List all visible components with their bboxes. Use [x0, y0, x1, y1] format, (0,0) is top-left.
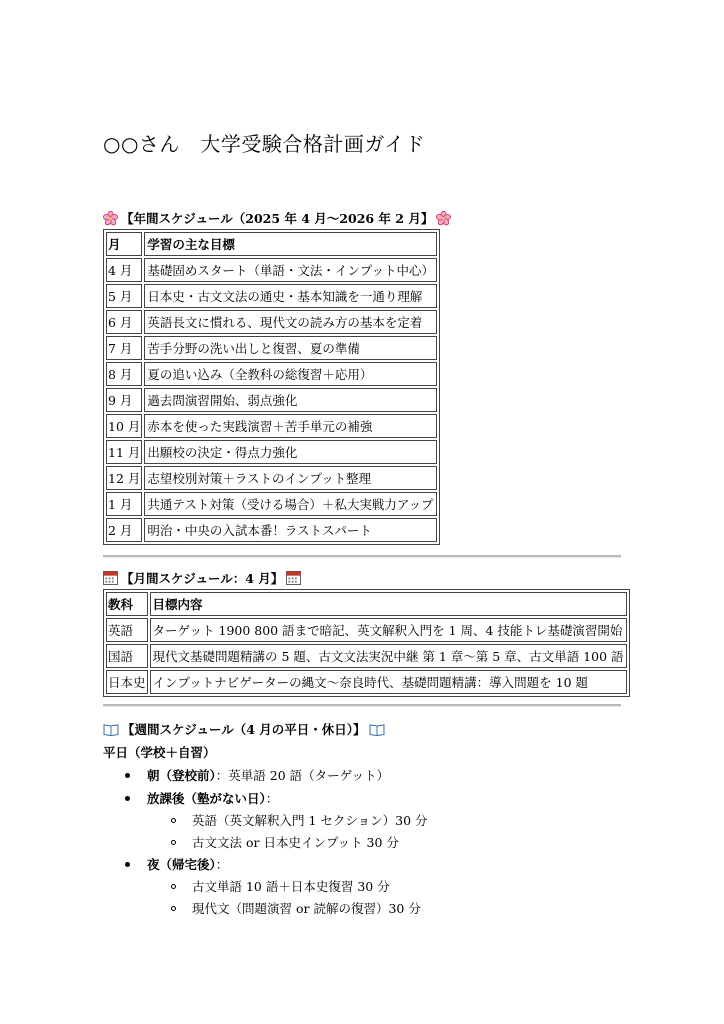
list-item-label: 放課後（塾がない日）: [147, 791, 266, 806]
table-row: [106, 618, 627, 642]
sub-bullet-icon: [171, 906, 176, 911]
subject-cell: 英語: [106, 618, 148, 642]
goal-cell: 英語長文に慣れる、現代文の読み方の基本を定着: [144, 310, 437, 334]
goal-cell: 出願校の決定・得点力強化: [144, 440, 437, 464]
section-divider: [103, 555, 621, 558]
goal-cell: 基礎固めスタート（単語・文法・インプット中心）: [144, 258, 437, 282]
month-cell: 11 月: [106, 440, 142, 464]
table-row: [106, 644, 627, 668]
goal-cell: 志望校別対策＋ラストのインプット整理: [144, 466, 437, 490]
weekday-label: 平日（学校＋自習）: [103, 745, 216, 760]
table-row: [106, 258, 437, 282]
sub-list-item: 現代文（問題演習 or 読解の復習）30 分: [192, 901, 421, 916]
list-item: [147, 789, 278, 807]
sub-bullet-icon: [171, 818, 176, 823]
column-header: 目標内容: [150, 592, 627, 616]
table-row: [106, 414, 437, 438]
bullet-icon: [125, 773, 130, 778]
column-header: 学習の主な目標: [144, 232, 437, 256]
yearly-schedule-table: [103, 229, 440, 545]
list-item-text: ：: [265, 791, 279, 806]
table-row: [106, 362, 437, 386]
table-row: [106, 388, 437, 412]
goal-cell: 明治・中央の入試本番！ラストスパート: [144, 518, 437, 542]
goal-cell: インプットナビゲーターの縄文〜奈良時代、基礎問題精講：導入問題を 10 題: [150, 670, 627, 694]
subject-cell: 日本史: [106, 670, 148, 694]
open-book-icon: [369, 723, 385, 736]
sub-bullet-icon: [171, 840, 176, 845]
table-row: [106, 336, 437, 360]
monthly-heading: [103, 569, 301, 587]
sub-list-item: 英語（英文解釈入門 1 セクション）30 分: [192, 813, 428, 828]
goal-cell: 過去問演習開始、弱点強化: [144, 388, 437, 412]
goal-cell: 夏の追い込み（全教科の総復習＋応用）: [144, 362, 437, 386]
weekly-heading: [103, 720, 385, 738]
yearly-heading: [103, 209, 451, 227]
month-cell: 1 月: [106, 492, 142, 516]
table-header-row: [106, 592, 627, 616]
table-row: [106, 284, 437, 308]
month-cell: 6 月: [106, 310, 142, 334]
table-row: [106, 670, 627, 694]
goal-cell: 赤本を使った実践演習＋苦手単元の補強: [144, 414, 437, 438]
sub-bullet-icon: [171, 884, 176, 889]
list-item-text: ：: [215, 857, 229, 872]
list-item: [147, 766, 389, 784]
bullet-icon: [125, 796, 130, 801]
sakura-icon: [103, 211, 118, 226]
column-header: 月: [106, 232, 142, 256]
table-row: [106, 440, 437, 464]
column-header: 教科: [106, 592, 148, 616]
open-book-icon: [103, 723, 119, 736]
table-row: [106, 518, 437, 542]
list-item-text: ：英単語 20 語（ターゲット）: [215, 768, 390, 783]
yearly-heading-text: 【年間スケジュール（2025 年 4 月〜2026 年 2 月】: [121, 211, 434, 226]
calendar-icon: [286, 571, 301, 585]
month-cell: 9 月: [106, 388, 142, 412]
table-header-row: [106, 232, 437, 256]
monthly-schedule-table: [103, 589, 630, 697]
goal-cell: 日本史・古文文法の通史・基本知識を一通り理解: [144, 284, 437, 308]
month-cell: 5 月: [106, 284, 142, 308]
month-cell: 8 月: [106, 362, 142, 386]
page-title: ○○さん 大学受験合格計画ガイド: [103, 132, 426, 156]
weekly-heading-text: 【週間スケジュール（4 月の平日・休日）】: [122, 722, 366, 737]
table-row: [106, 310, 437, 334]
goal-cell: 現代文基礎問題精講の 5 題、古文文法実況中継 第 1 章〜第 5 章、古文単語 100 語: [150, 644, 627, 668]
table-row: [106, 492, 437, 516]
month-cell: 12 月: [106, 466, 142, 490]
list-item: [147, 855, 228, 873]
list-item-label: 朝（登校前）: [147, 768, 216, 783]
section-divider: [103, 704, 621, 707]
goal-cell: 苦手分野の洗い出しと復習、夏の準備: [144, 336, 437, 360]
monthly-heading-text: 【月間スケジュール：4 月】: [121, 571, 284, 586]
sub-list-item: 古文単語 10 語＋日本史復習 30 分: [192, 879, 390, 894]
table-row: [106, 466, 437, 490]
subject-cell: 国語: [106, 644, 148, 668]
sub-list-item: 古文文法 or 日本史インプット 30 分: [192, 835, 399, 850]
goal-cell: ターゲット 1900 800 語まで暗記、英文解釈入門を 1 周、4 技能トレ基礎演習開始: [150, 618, 627, 642]
month-cell: 2 月: [106, 518, 142, 542]
month-cell: 10 月: [106, 414, 142, 438]
month-cell: 7 月: [106, 336, 142, 360]
goal-cell: 共通テスト対策（受ける場合）＋私大実戦力アップ: [144, 492, 437, 516]
sakura-icon: [436, 211, 451, 226]
bullet-icon: [125, 862, 130, 867]
month-cell: 4 月: [106, 258, 142, 282]
list-item-label: 夜（帰宅後）: [147, 857, 216, 872]
calendar-icon: [103, 571, 118, 585]
